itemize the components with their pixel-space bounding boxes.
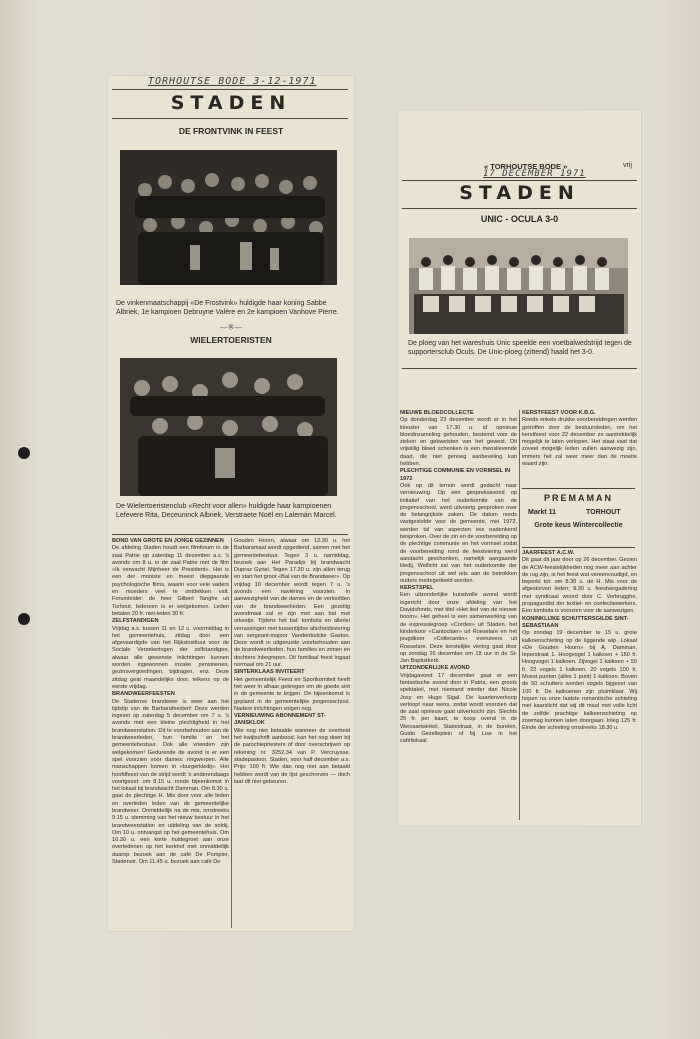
photo-wielertoeristen (120, 358, 337, 496)
ad-city: TORHOUT (586, 509, 621, 516)
ad-address: Markt 11 (528, 509, 557, 516)
photo-frontvink (120, 150, 337, 285)
article-heading: ZELFSTANDIGEN (112, 618, 159, 625)
article-heading: BOND VAN GROTE EN JONGE GEZINNEN (112, 538, 224, 544)
masthead: STADEN (170, 92, 292, 114)
column-divider (231, 538, 232, 928)
article-body: Vrijdagavond 17 december gaat er een fantastische avond door in Patria, een groots spektakel, met niemand minder dan Nicole Josy en Hugo Sigal. De kaartenverkoop verloopt naar wens, zodat wordt voorzien dat de zaal opnieuw gaat uitverkocht zijn. Slechts 25 fr. per kaart, te koop overal in de Weivaartwinkel, Statiestraat, in de burelen, Guido Gezelleplein of bij Lise in het caféliokaal. (400, 672, 517, 745)
article-body: Op donderdag 23 december wordt er in het klooster van 17.30 u. af opnieuw bloedinzameling gehouden, bestemd voor de zieken en gekwetsten van het gewest. Dit vrijwillig bloed schenken is een menslievende daad, die niet genoeg aanbeveling kan hebben. (400, 417, 517, 468)
article-body: Het gemeentelijk Feest en Sportkomiteit heeft het weer in alhaar gekregen om de goede sint in de gemeente te krijgen. De bijeenkomst is gepland in de gemeentelijke jongensschool. Nadere inlichtingen volgen nog. (234, 676, 350, 712)
photo-caption: De ploeg van het wareshuis Unic speelde een voetbalwedstrijd tegen de supportersclub Oculs. De Unic-ploeg (zittend) haald het 3-0. (408, 340, 632, 356)
newspaper-name: « TORHOUTSE BODE » (484, 162, 568, 171)
article-column-2 (234, 538, 350, 850)
article-heading: VERNIEUWING ABONNEMENT ST-JANSKLOK (234, 713, 326, 727)
header-day: vrij (623, 162, 632, 169)
article-body: Wie nog niet betaalde wanneer de overheid het kwijtschrift aanbood, kan het nog doen bij de parochiepriesters of door overschrijven op rekening nr. 3252.34 van P. Vercruysse, stadepastoor, Staden, voor half december a.s. Prijs: 100 fr. Wie dan nog niet aan betaald hebben wordt van de lijst geschreven — doch laat dit niet gebeuren. (234, 727, 350, 785)
article-kerstfeest (522, 410, 637, 484)
article-body: De Stadense brandweer is weer aan het tijdstip van de Barbarafeesten! Deze werden ingezet op zaterdag 5 december om 7 u. 's avonds met een kleine plechtigheid in het brandweerstation. Dit te voorbehouden aan de brandweerleden, hun familie en het gemeentebestuur. Ook alle vrienden zijn welgekomen! Gedurende de avond is er een spel voorzien voor dames: ringwerpen. Alle manschappen komen in «burgerkledij». Het hoofdfeest van de strijd wordt 's anderendaags voortgezet: om 8.15 u. ronde bijeenkomst in het lokaal bij brandwacht Damman. Om 8.30 u. gaat de plechtige H. Mis door voor alle leden en overleden leden van de gemeentelijke brandweer. Onmiddellijk na de mis, omstreeks 9.15 u. stemming van het nieuw bestuur in het brandweerstation en uitdeling van de soldij. Om 10 u. ontvangst op het gemeentehuis. Om 10.30 u. een korte huldegroet aan onze overledenen op het kerkhof met onmiddellijk daarop bezoek aan de café De Pompier, Stadenstr. Om 11.45 u. bezoek aan café De (112, 698, 229, 866)
article-heading: KONINKLIJKE SCHUTTERSGILDE SINT-SEBASTIAAN (522, 615, 629, 629)
article-body: Reeds enkele drukke voorbereidingen werden getroffen door de bestuursleden, om het kerstfeest voor 22 december zo aantrekkelijk mogelijk te laten verlopen. Het staat vast dat zoveel mogelijk leden zullen aanwezig zijn, immers het zal weer meer dan de moeite waard zijn. (522, 417, 637, 468)
article-heading: NIEUWE BLOEDCOLLECTE (400, 410, 474, 416)
article-body: Dit gaat dit jaar door op 26 december. Gezien de ACW-feestelijkheden nog meer aan achter de rug zijn, is het feest wat vereenvoudigd, en beperkt tot: om 8.30 u. de H. Mis voor de afgestorven leden; 9.30 u. feestvergadering met syndicaal woord door C. Verbrugghe, propagandist der textiel- en confectiewerkers. Een tombola is voorzien voor de aanwezigen. (522, 557, 637, 615)
photo2-caption: De Wielertoeristenclub «Recht voor allen» huldigde haar kampioenen Lefevere Rita, Deceuninck Albriek, Verstraete Noël en Lalemán Marcel. (116, 503, 337, 519)
article-heading: SINTERKLAAS INVITEERT (234, 669, 305, 676)
punch-hole (18, 447, 30, 459)
headline: UNIC - OCULA 3-0 (480, 214, 559, 224)
clipping-unic-ocula (398, 110, 641, 826)
article-column-1 (112, 538, 229, 928)
article-body: Ook op dit terrein wordt gedacht naar vernieuwing. Op een gespreksavond op initiatief van het ouderkomite van de jongensschool, werd uitvoerig gesproken over de belangrijkste zaken. De datum reeds vastgestelde voor de gemeente, mei 1972, werden tal van aspecten ieis nadenkend besproken. Over de zin en de voorbereiding op de plechtige communie en het vormsel zodat de voorbereiding rond de feestviering werd aandacht geschonken, namelijk aangaande kledij. Wellicht zal van het ouderkomite der jongensschool uit wel iets aan de betrokken ouders medegedeeld worden. (400, 482, 517, 584)
article-body: Vrijdag a.s. tussen 11 en 12 u. voormiddag in het gemeentehuis, zitdag door een afgevaardigde van het Rijksinstituut voor de Sociale Verzekeringen der zelfstandigen, alwaar alle gewenste inlichtingen kunnen worden ingewonnen inzake pensioenen, gezinsvergoedingen, bijdragen, enz. Deze zitdag geat maandelijks door, telkens op de eerste vrijdag. (112, 625, 229, 690)
punch-hole (18, 613, 30, 625)
article-heading: BRANDWEERFEESTEN (112, 691, 175, 698)
article-body: Moest punten (alles 1 punt) 1 kalkoen. Boven de 50 schutters worden vogels bijgezet van 100 fr. De kalkoenen zijn pluimklaar. Wij hopen na onze laatste romantische schieting met kaarslicht dat wij dit maal met volle licht de zelfde prachtige kalkoenschieting op zowmag kunnen laten doorgaan. Inleg 125 fr. Einde der schieting omstreeks 18.30 u. (522, 674, 637, 732)
photo1-caption: De vinkenmaatschappij «De Frostvink» huldigde haar koning Sabbe Albriek, 1e kampioen Debruyne Valère en 2e kampioen Vanhove Pierre. (116, 300, 339, 316)
article-body: De afdeling Staden houdt een filmforum in de zaal Patrie op zaterdag 11 december a.s. 's avonds om 8 u. in de zaal Patrie met de film «Ik verwacht Mijnheer de President». Het is een der mooiste en meest diepgaande psychologische films, waarin voor vele vaders en moeders veel te ontdekken valt. Forumleider: de heer Gilbert Tanghe uit Torhout. Iedereen is er welgekomen. Leden betalen 20 fr. niet-leden 30 fr. (112, 545, 229, 617)
article-heading: KERSTFEEST VOOR K.B.G. (522, 410, 596, 416)
article-heading: UITZONDERLIJKE AVOND (400, 665, 470, 672)
ad-title: PREMAMAN (544, 493, 613, 503)
section-wielertoeristen: WIELERTOERISTEN (190, 335, 272, 345)
handwritten-date: TORHOUTSE BODE 3-12-1971 (148, 76, 317, 87)
article-body: Hoogvogel 1 kalkoen + 150 fr. Hoogvogel 1 kalkoen. Zijvogel 1 kalkoen + 50 fr. 22 vogels 1 kalkoen. 20 vogels 100 fr. (522, 652, 637, 673)
article-body: Op zondag 19 december te 15 u. grote kalkoenschieting op de liggende wip. Lokaal «De Gouden Hoorn» bij A. Damman, Ieperstraat 1. (522, 630, 637, 659)
ad-tagline: Grote keus Wintercollectie (534, 522, 623, 529)
article-body: Een uitzonderlijke kunstvolle avond wordt ingericht door onze afdeling van het Davidsfonds, met titel «Het lied van de nieuwe boom». Het geheel is een samenwerking van de expressiegroep «Cordex» uit Staden, het kinderkoor «Cantoclaer» uit Roeselare en het jeugdkoor «Collecantio» evenzeers uit Roeselare. Deze kerstelijke viering gaat door op zondag 26 december om 18 uur in de St-Jan Baptistkerk. (400, 592, 517, 665)
photo-football-team (409, 238, 628, 334)
separator-ornament: —※— (219, 323, 243, 332)
masthead: STADEN (459, 182, 580, 204)
article-heading: KERSTSPEL (400, 585, 434, 592)
article-body: Gouden Hoorn, alwaar om 12.30 u. het Barbaramaal wordt opgediend, samen met het gemeentebestuur. Tegen 3 u. namiddag, bezoek aan Het Paradijs bij brandwacht Dupraz Gyriel. Tegen 17.30 u. zijn allen terug en start het groot «Bal van de Brandweer». Op vrijdag 10 december wordt tegen 7 u. 's avonds een navièring voorzien. In aanwezigheid van de dames en de verloofden van de brandweerlieden. Een gezellig avondmaal zal er zijn met aan bal met orkestje. Tijdens het bal: tombola en allerlei verrassingen met tussentijdse afscheidsviering van sergeant-majoor Vandenbulcke Gaston. Deze wordt in uitgerustte voorbehouden aan de brandweerlieden, hun families en zonen en dochters inbegrepen. Dit familiaal feest ingaat normaal om 21 uur. (234, 538, 350, 669)
handwritten-date: 17 DECEMBER 1971 (483, 169, 586, 179)
article-column-left (400, 410, 517, 825)
article-heading: JAARFEEST A.C.W. (522, 550, 575, 556)
premaman-advertisement (522, 488, 635, 548)
article-heading: PLECHTIGE COMMUNIE EN VORMSEL IN 1972 (400, 468, 511, 482)
column-divider (519, 410, 520, 820)
article-column-right (522, 550, 637, 822)
headline: DE FRONTVINK IN FEEST (178, 126, 284, 136)
clipping-frontvink (108, 76, 354, 931)
